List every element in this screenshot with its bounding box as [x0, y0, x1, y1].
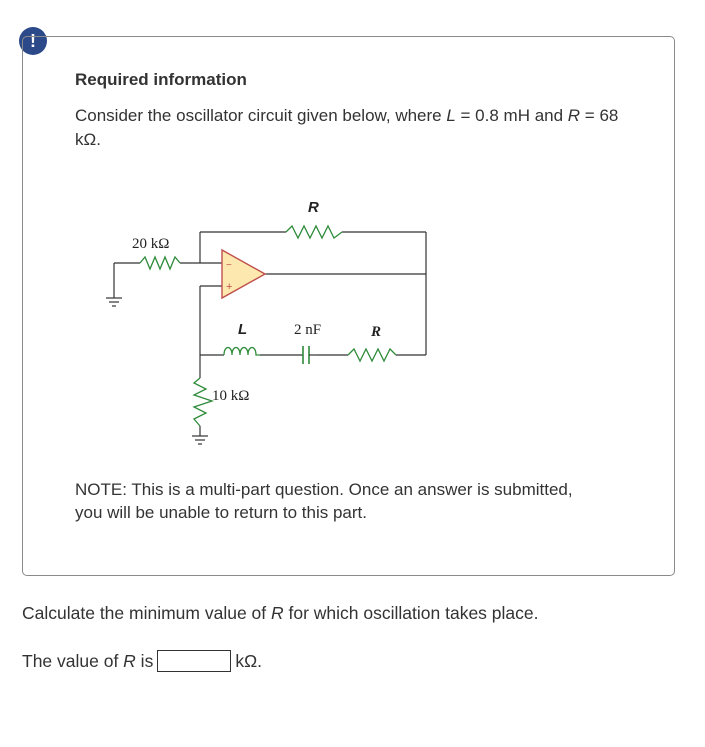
resistor-20k: [140, 257, 180, 269]
answer-row: [22, 650, 262, 672]
op-amp-plus: +: [226, 281, 233, 293]
label-10k: 10 kΩ: [212, 388, 250, 404]
op-amp-minus: −: [226, 260, 232, 271]
resistor-10k: [194, 378, 212, 426]
label-20k: 20 kΩ: [132, 236, 170, 252]
problem-prompt: Consider the oscillator circuit given below, where L = 0.8 mH and R = 68 kΩ.: [75, 106, 619, 149]
answer-unit: kΩ.: [235, 650, 263, 671]
label-l: L: [238, 321, 248, 338]
question-text: Calculate the minimum value of R for which oscillation takes place.: [22, 603, 539, 623]
capacitor-2nf: [303, 346, 309, 364]
required-information-title: Required information: [75, 70, 247, 89]
resistor-r-right: [348, 349, 396, 361]
label-r-right: R: [371, 324, 382, 340]
answer-input[interactable]: [157, 650, 231, 672]
inductor-l: [224, 348, 260, 356]
alert-icon: !: [19, 27, 47, 55]
answer-prefix: The value of R is: [22, 650, 154, 671]
label-2nf: 2 nF: [294, 322, 322, 338]
multi-part-note: NOTE: This is a multi-part question. Once an answer is submitted, you will be unable to return to this part.: [75, 480, 573, 522]
label-r-top: R: [308, 199, 319, 216]
resistor-r-top: [286, 226, 342, 238]
oscillator-circuit-diagram: [100, 188, 440, 458]
